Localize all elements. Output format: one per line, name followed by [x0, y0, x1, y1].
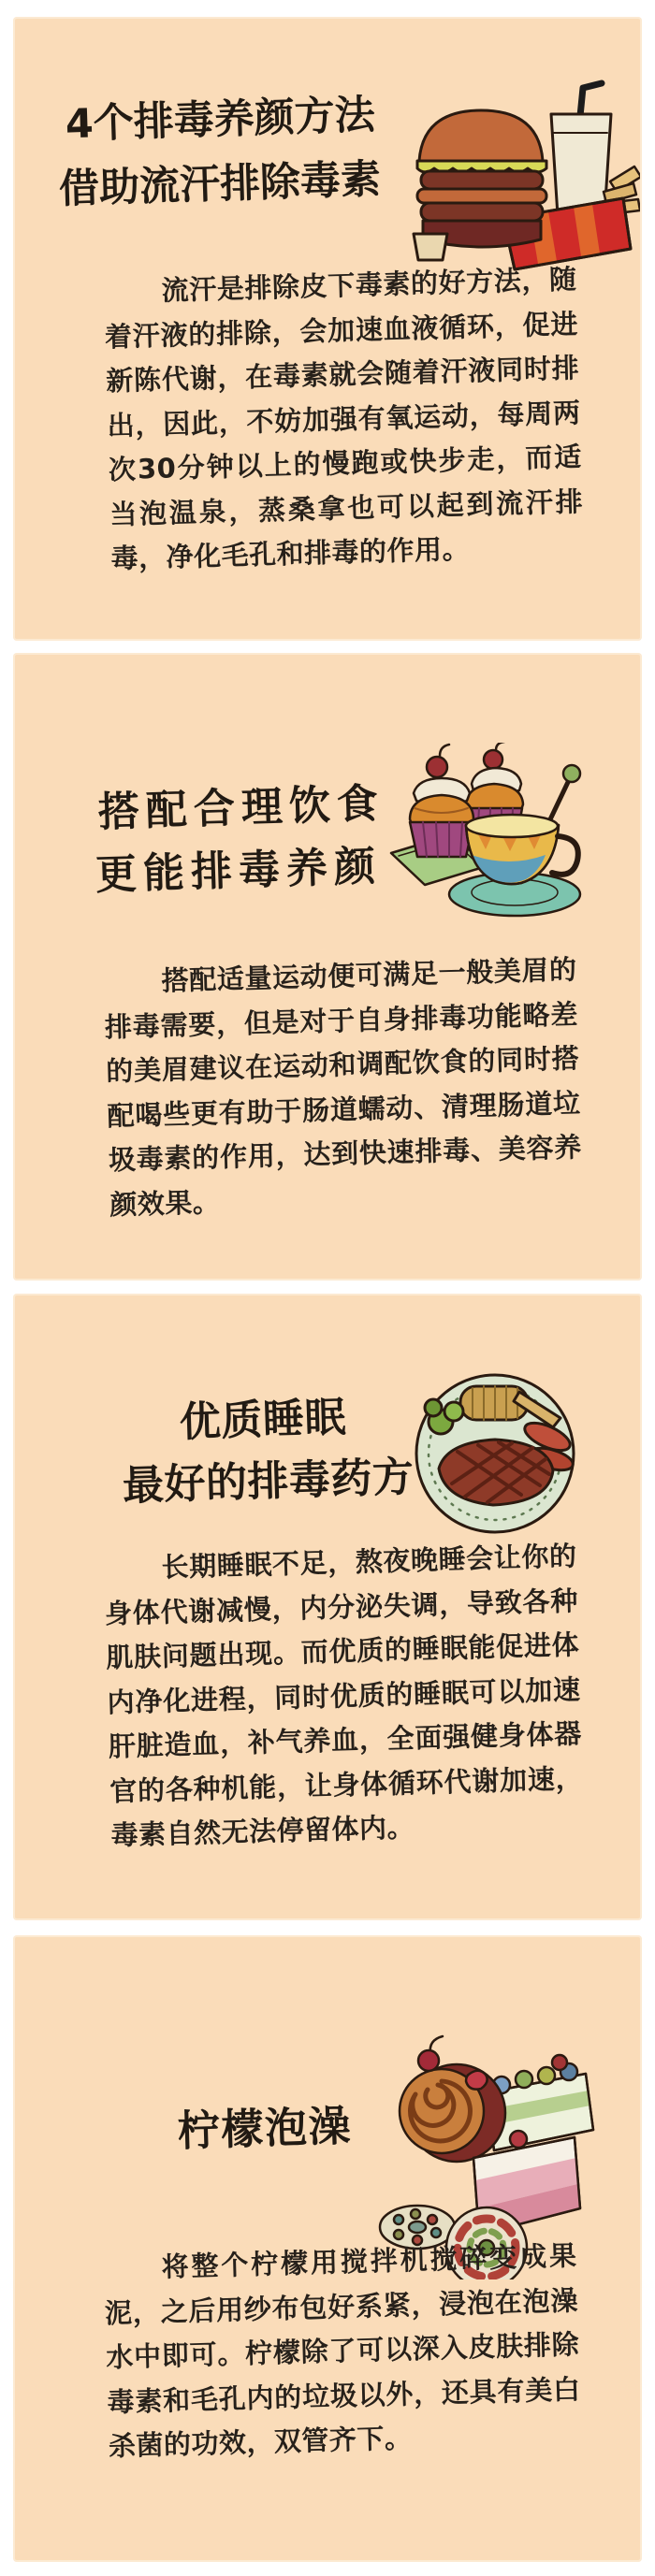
body-text: 流汗是排除皮下毒素的好方法，随着汗液的排除，会加速血液循环，促进新陈代谢，在毒素就会随着汗液同时排出，因此，不妨加强有氧运动，每周两次30分钟以上的慢跑或快步走，而适当泡温泉，蒸桑拿也可以起到流汗排毒，净化毛孔和排毒的作用。 [104, 263, 584, 575]
cupcakes-and-tea-illustration [386, 743, 593, 932]
title-line: 借助流汗排除毒素 [58, 155, 382, 213]
title-line: 最好的排毒药方 [122, 1453, 415, 1511]
title-line: 柠檬泡澡 [177, 2101, 353, 2156]
panel-balanced-diet [13, 653, 642, 1281]
steak-dinner-plate-illustration [409, 1371, 583, 1540]
title-line: 优质睡眠 [179, 1393, 347, 1447]
body-text: 长期睡眠不足，熬夜晚睡会让你的身体代谢减慢，内分泌失调，导致各种肌肤问题出现。而优质的睡眠能促进体内净化进程，同时优质的睡眠可以加速肝脏造血，补气养血，全面强健身体器官的各种机能，让身体循环代谢加速，毒素自然无法停留体内。 [104, 1540, 584, 1852]
burger-soda-fries-illustration [399, 79, 640, 281]
title-line: 搭配合理饮食 [97, 779, 386, 837]
body-text: 搭配适量运动便可满足一般美眉的排毒需要，但是对于自身排毒功能略差的美眉建议在运动和调配饮食的同时搭配喝些更有助于肠道蠕动、清理肠道垃圾毒素的作用，达到快速排毒、美容养颜效果。 [104, 953, 583, 1221]
panel-sweat-detox [13, 17, 642, 641]
body-text: 将整个柠檬用搅拌机搅碎变成果泥，之后用纱布包好系紧，浸泡在泡澡水中即可。柠檬除了可以深入皮肤排除毒素和毛孔内的垃圾以外，还具有美白杀菌的功效，双管齐下。 [104, 2239, 581, 2463]
title-line: 更能排毒养颜 [95, 842, 383, 900]
panel-title [177, 2095, 353, 2163]
panel-quality-sleep [13, 1294, 642, 1920]
panel-title [120, 1385, 415, 1518]
panel-lemon-bath [13, 1935, 642, 2562]
panel-title [93, 773, 387, 907]
panel-title [56, 83, 382, 223]
title-line: 4个排毒养颜方法 [65, 91, 376, 149]
